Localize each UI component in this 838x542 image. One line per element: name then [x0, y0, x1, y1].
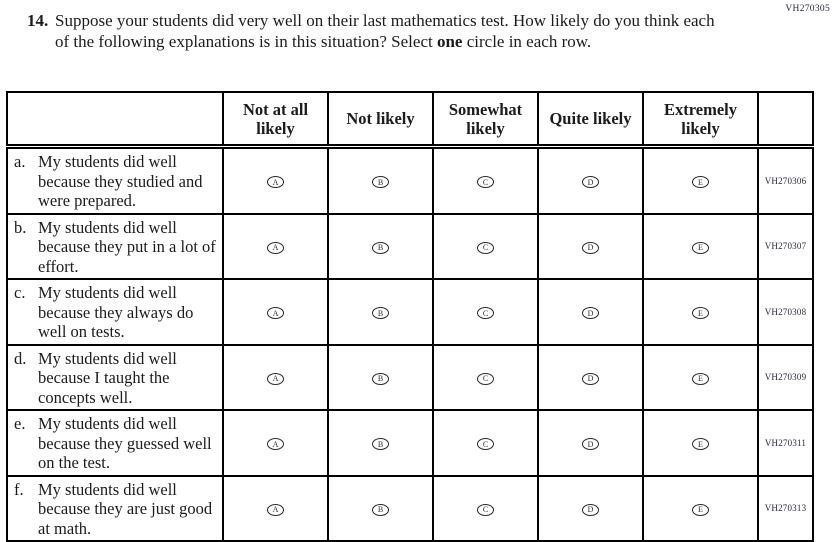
row-letter: f. [14, 479, 24, 499]
option-circle-a[interactable]: A [267, 176, 284, 188]
question-number: 14. [27, 11, 49, 30]
option-circle-e[interactable]: E [692, 176, 709, 188]
row-statement: My students did well because I taught the concepts well. [38, 348, 177, 407]
option-circle-a[interactable]: A [267, 242, 284, 254]
option-circle-a[interactable]: A [267, 373, 284, 385]
row-code: VH270306 [758, 147, 813, 214]
row-code: VH270311 [758, 410, 813, 476]
option-circle-c[interactable]: C [477, 373, 494, 385]
option-circle-a[interactable]: A [267, 307, 284, 319]
question-text [55, 10, 727, 52]
code-column-header [758, 92, 813, 147]
option-circle-b[interactable]: B [372, 307, 389, 319]
column-header-not-at-all-likely: Not at all likely [223, 92, 328, 147]
table-row-f [7, 476, 813, 542]
likert-table [6, 91, 814, 542]
option-circle-a[interactable]: A [267, 504, 284, 516]
question-text-part2: circle in each row. [462, 32, 592, 51]
option-circle-d[interactable]: D [582, 242, 599, 254]
table-row-d [7, 345, 813, 411]
row-letter: c. [14, 283, 26, 302]
statement-column-header [7, 92, 223, 147]
option-circle-b[interactable]: B [372, 242, 389, 254]
table-row-e [7, 410, 813, 476]
row-statement: My students did well because they put in a lot of effort. [38, 217, 216, 276]
header-row [7, 92, 813, 147]
option-circle-b[interactable]: B [372, 504, 389, 516]
option-circle-e[interactable]: E [692, 373, 709, 385]
option-circle-c[interactable]: C [477, 307, 494, 319]
page-form-code: VH270305 [785, 4, 830, 14]
option-circle-e[interactable]: E [692, 438, 709, 450]
option-circle-c[interactable]: C [477, 504, 494, 516]
question-text-part1: Suppose your students did very well on their last mathematics test. How likely do you think each of the following explanations is in this situation? Select [55, 11, 715, 51]
row-code: VH270313 [758, 476, 813, 542]
option-circle-a[interactable]: A [267, 438, 284, 450]
question-block [27, 10, 727, 52]
option-circle-b[interactable]: B [372, 373, 389, 385]
table-row-a [7, 147, 813, 214]
option-circle-b[interactable]: B [372, 438, 389, 450]
option-circle-d[interactable]: D [582, 504, 599, 516]
row-code: VH270308 [758, 279, 813, 345]
option-circle-b[interactable]: B [372, 176, 389, 188]
option-circle-c[interactable]: C [477, 176, 494, 188]
option-circle-d[interactable]: D [582, 307, 599, 319]
table-row-c [7, 279, 813, 345]
option-circle-d[interactable]: D [582, 373, 599, 385]
table-row-b [7, 214, 813, 280]
row-statement: My students did well because they are just good at math. [38, 479, 213, 538]
row-letter: b. [14, 217, 27, 237]
option-circle-c[interactable]: C [477, 438, 494, 450]
row-letter: a. [14, 152, 26, 171]
column-header-not-likely: Not likely [328, 92, 433, 147]
column-header-quite-likely: Quite likely [538, 92, 643, 147]
column-header-somewhat-likely: Somewhat likely [433, 92, 538, 147]
row-letter: d. [14, 348, 27, 368]
row-letter: e. [14, 414, 26, 433]
row-statement: My students did well because they studied and were prepared. [38, 152, 203, 210]
question-emphasis: one [436, 32, 463, 51]
option-circle-e[interactable]: E [692, 307, 709, 319]
row-code: VH270309 [758, 345, 813, 411]
option-circle-d[interactable]: D [582, 438, 599, 450]
option-circle-d[interactable]: D [582, 176, 599, 188]
row-statement: My students did well because they always do well on tests. [38, 283, 194, 341]
row-statement: My students did well because they guessed well on the test. [38, 414, 212, 472]
option-circle-e[interactable]: E [692, 242, 709, 254]
option-circle-c[interactable]: C [477, 242, 494, 254]
option-circle-e[interactable]: E [692, 504, 709, 516]
column-header-extremely-likely: Extremely likely [643, 92, 758, 147]
row-code: VH270307 [758, 214, 813, 280]
